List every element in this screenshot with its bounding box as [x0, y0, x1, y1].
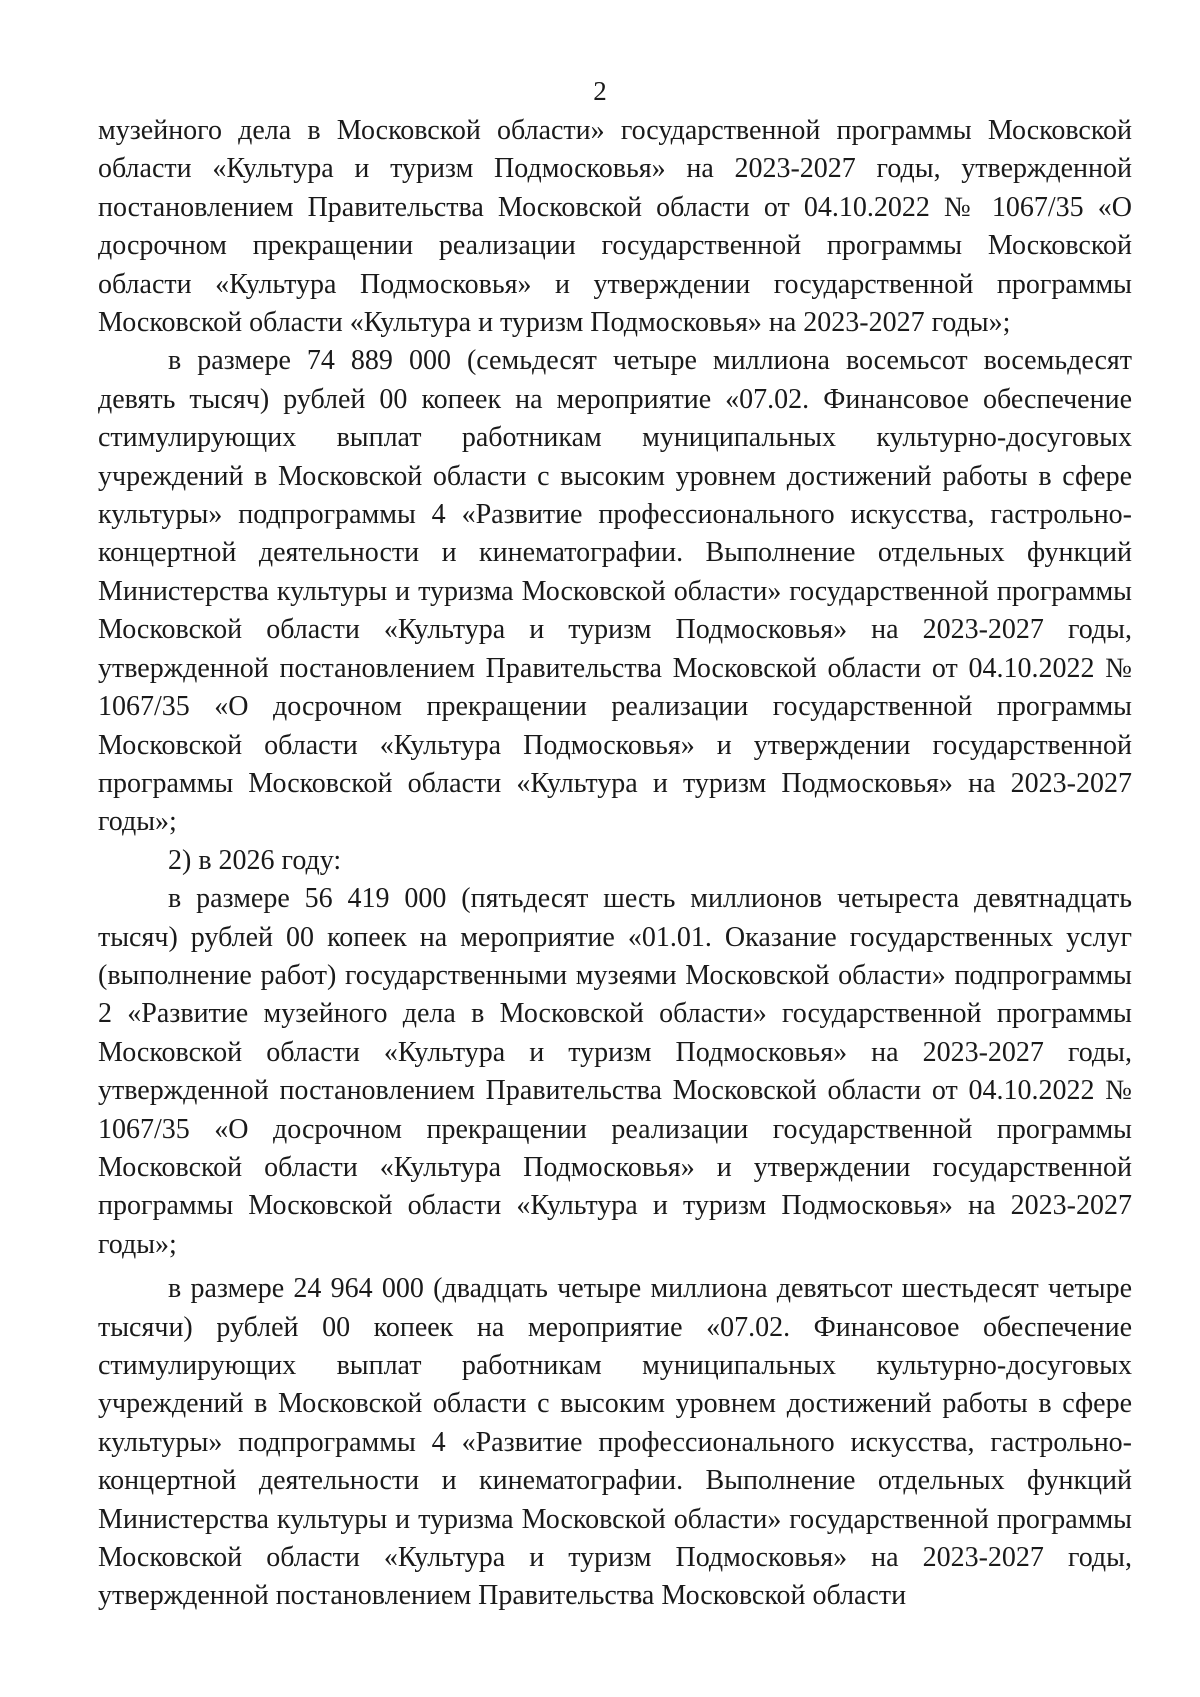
paragraph-year-2026-heading: 2) в 2026 году:	[168, 844, 342, 876]
paragraph-amount-2026-cultural: в размере 24 964 000 (двадцать четыре миллиона девятьсот шестьдесят четыре тысячи) рублей 00 копеек на мероприятие «07.02. Финансовое обеспечение стимулирующих выплат работникам муниципальных культурно-досуговых учреждений в Московской области с высоким уровнем достижений работы в сфере культуры» подпрограммы 4 «Развитие профессионального искусства, гастрольно-концертной деятельности и кинематографии. Выполнение отдельных функций Министерства культуры и туризма Московской области» государственной программы Московской области «Культура и туризм Подмосковья» на 2023-2027 годы, утвержденной постановлением Правительства Московской области	[98, 1273, 1132, 1612]
document-body	[98, 112, 1132, 1616]
paragraph-amount-2025: в размере 74 889 000 (семьдесят четыре миллиона восемьсот восемьдесят девять тысяч) рублей 00 копеек на мероприятие «07.02. Финансовое обеспечение стимулирующих выплат работникам муниципальных культурно-досуговых учреждений в Московской области с высоким уровнем достижений работы в сфере культуры» подпрограммы 4 «Развитие профессионального искусства, гастрольно-концертной деятельности и кинематографии. Выполнение отдельных функций Министерства культуры и туризма Московской области» государственной программы Московской области «Культура и туризм Подмосковья» на 2023-2027 годы, утвержденной постановлением Правительства Московской области от 04.10.2022 № 1067/35 «О досрочном прекращении реализации государственной программы Московской области «Культура Подмосковья» и утверждении государственной программы Московской области «Культура и туризм Подмосковья» на 2023-2027 годы»;	[98, 345, 1132, 838]
paragraph-amount-2026-museums: в размере 56 419 000 (пятьдесят шесть миллионов четыреста девятнадцать тысяч) рублей 00 копеек на мероприятие «01.01. Оказание государственных услуг (выполнение работ) государственными музеями Московской области» подпрограммы 2 «Развитие музейного дела в Московской области» государственной программы Московской области «Культура и туризм Подмосковья» на 2023-2027 годы, утвержденной постановлением Правительства Московской области от 04.10.2022 № 1067/35 «О досрочном прекращении реализации государственной программы Московской области «Культура Подмосковья» и утверждении государственной программы Московской области «Культура и туризм Подмосковья» на 2023-2027 годы»;	[98, 883, 1132, 1260]
page-number: 2	[593, 76, 607, 106]
paragraph-continuation: музейного дела в Московской области» государственной программы Московской области «Культура и туризм Подмосковья» на 2023-2027 годы, утвержденной постановлением Правительства Московской области от 04.10.2022 № 1067/35 «О досрочном прекращении реализации государственной программы Московской области «Культура Подмосковья» и утверждении государственной программы Московской области «Культура и туризм Подмосковья» на 2023-2027 годы»;	[98, 115, 1132, 339]
